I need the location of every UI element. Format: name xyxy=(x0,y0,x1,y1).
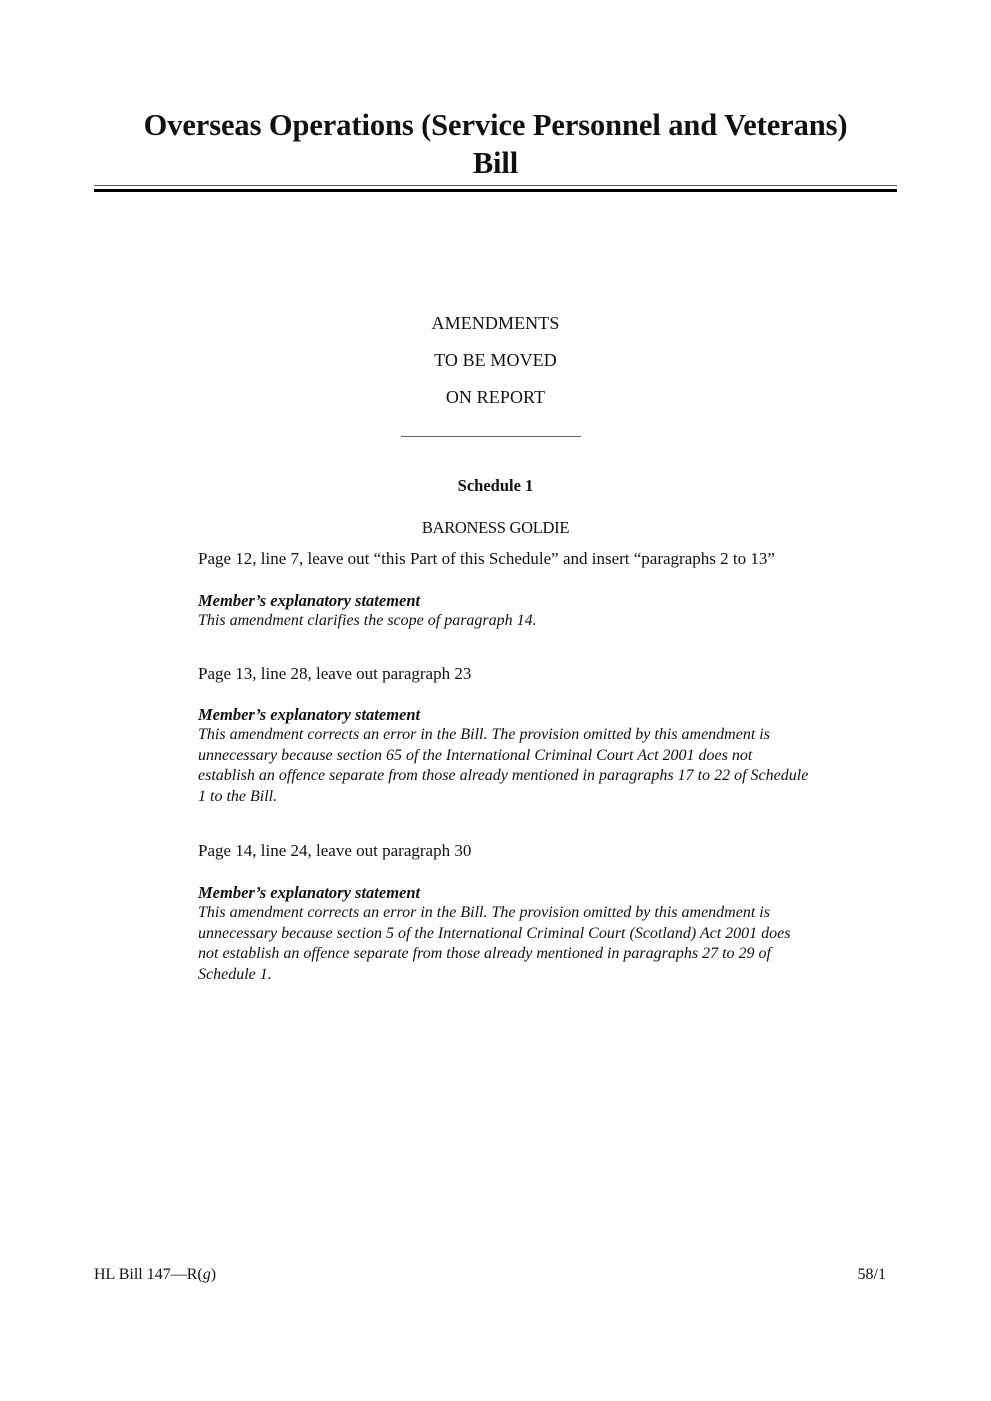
amendment-text: Page 12, line 7, leave out “this Part of this Schedule” and insert “paragraphs 2 to 13” xyxy=(198,549,775,568)
statement-line: This amendment corrects an error in the Bill. The provision omitted by this amendment is xyxy=(198,904,770,921)
bill-ref-letter: g xyxy=(202,1266,211,1283)
amendment-text: Page 13, line 28, leave out paragraph 23 xyxy=(198,664,472,683)
bill-title-line-2: Bill xyxy=(472,146,519,180)
statement-line: 1 to the Bill. xyxy=(198,787,278,805)
heading-line-1: AMENDMENTS xyxy=(431,313,560,333)
bill-ref-prefix: HL Bill 147—R( xyxy=(94,1266,203,1283)
amendment-2 xyxy=(198,663,898,807)
statement-line: This amendment clarifies the scope of paragraph 14. xyxy=(198,612,537,629)
bill-ref-suffix: ) xyxy=(210,1266,217,1283)
bill-title xyxy=(94,106,897,182)
statement-line: unnecessary because section 65 of the International Criminal Court Act 2001 does not xyxy=(198,746,753,764)
statement-line: not establish an offence separate from those already mentioned in paragraphs 27 to 29 of xyxy=(198,945,771,962)
section-divider xyxy=(401,436,581,437)
explanatory-statement-heading: Member’s explanatory statement xyxy=(198,591,421,610)
explanatory-statement-body xyxy=(198,611,888,632)
title-rule-thick xyxy=(94,189,897,192)
title-rule-thin xyxy=(94,185,897,186)
schedule-heading: Schedule 1 xyxy=(457,476,534,495)
explanatory-statement-heading: Member’s explanatory statement xyxy=(198,705,421,724)
amendment-3 xyxy=(198,840,898,985)
statement-line: establish an offence separate from those already mentioned in paragraphs 17 to 22 of Schedule xyxy=(198,767,809,784)
statement-line: Schedule 1. xyxy=(198,965,272,983)
explanatory-statement-body xyxy=(198,725,888,807)
statement-line: unnecessary because section 5 of the International Criminal Court (Scotland) Act 2001 does xyxy=(198,924,791,942)
statement-line: This amendment corrects an error in the Bill. The provision omitted by this amendment is xyxy=(198,726,770,743)
explanatory-statement-heading: Member’s explanatory statement xyxy=(198,883,421,902)
explanatory-statement-body xyxy=(198,903,888,985)
heading-line-3: ON REPORT xyxy=(445,387,546,407)
page-reference: 58/1 xyxy=(857,1266,886,1283)
amendment-1 xyxy=(198,548,898,632)
amendments-heading xyxy=(0,305,991,416)
bill-reference xyxy=(94,1265,216,1285)
amendment-text: Page 14, line 24, leave out paragraph 30 xyxy=(198,841,472,860)
heading-line-2: TO BE MOVED xyxy=(434,350,557,370)
bill-title-line-1: Overseas Operations (Service Personnel and Veterans) xyxy=(143,108,848,142)
member-name: BARONESS GOLDIE xyxy=(421,518,570,537)
